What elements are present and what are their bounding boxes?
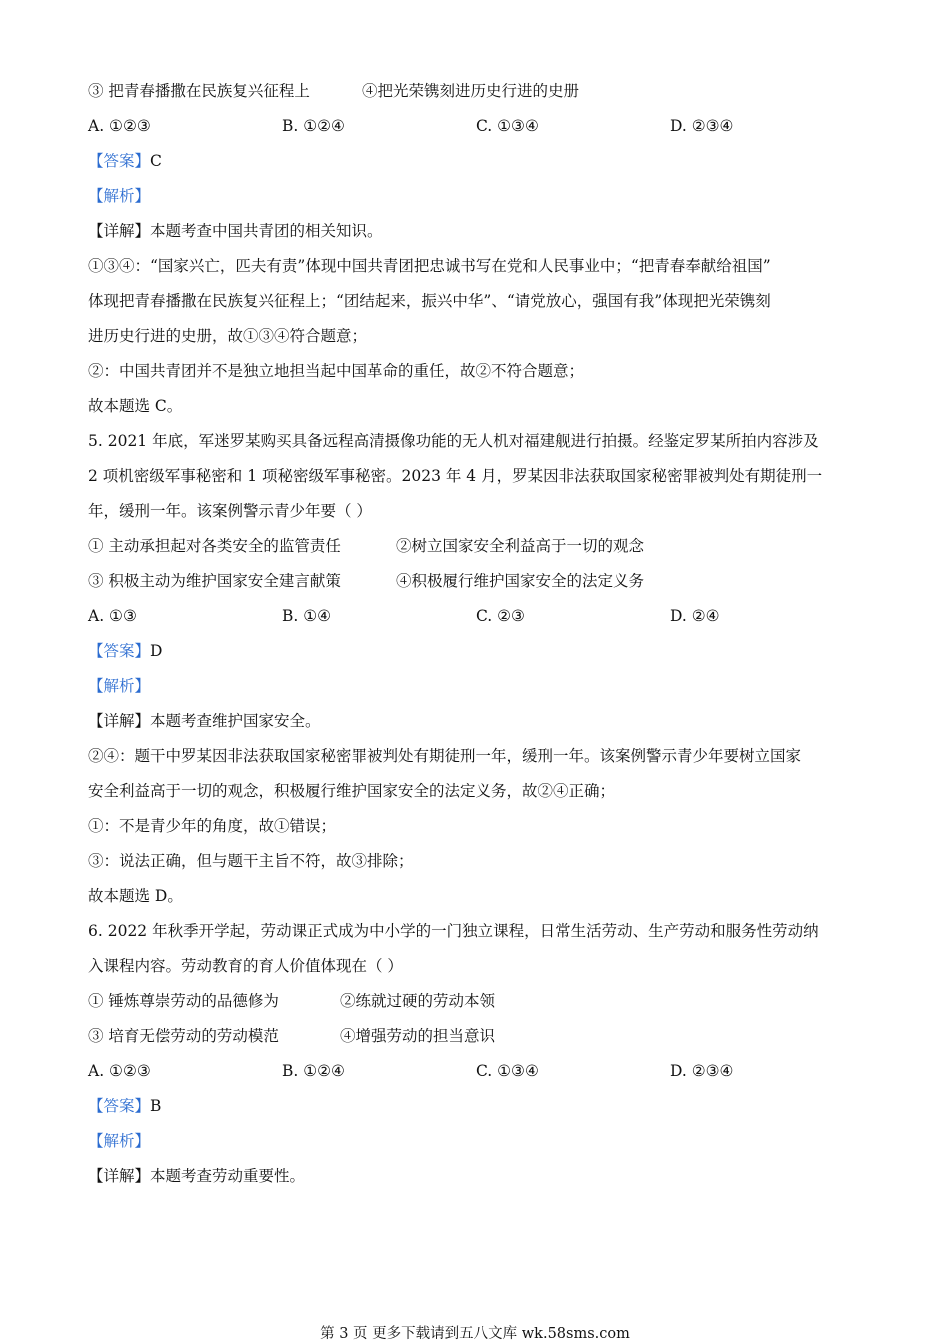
answer-value: B [150,1097,162,1115]
answer-tag: 【答案】 [88,1097,151,1115]
analysis-tag: 【解析】 [88,677,151,695]
analysis-tag: 【解析】 [88,1132,151,1150]
text-line: 进历史行进的史册，故①③④符合题意； [88,327,368,345]
option-a: A. ①②③ [88,117,151,135]
text-line: ①：不是青少年的角度，故①错误； [88,817,337,835]
page-footer: 第 3 页 更多下载请到五八文库 wk.58sms.com [320,1326,630,1342]
statement-1: ① 锤炼尊崇劳动的品德修为 [88,992,279,1010]
statement-row [88,984,868,1019]
statement-3: ③ 积极主动为维护国家安全建言献策 [88,572,341,590]
option-d: D. ②③④ [670,117,734,135]
options-row [88,599,868,634]
option-b: B. ①②④ [282,1062,345,1080]
options-row [88,109,868,144]
text-line: ②④：题干中罗某因非法获取国家秘密罪被判处有期徒刑一年，缓刑一年。该案例警示青少年要树立国家 [88,747,802,765]
question-5-line: 2 项机密级军事秘密和 1 项秘密级军事秘密。2023 年 4 月，罗某因非法获取国家秘密罪被判处有期徒刑一 [88,467,823,485]
answer-line [88,144,868,179]
text-line: ②：中国共青团并不是独立地担当起中国革命的重任，故②不符合题意； [88,362,585,380]
statement-row [88,529,868,564]
statement-1: ① 主动承担起对各类安全的监管责任 [88,537,341,555]
option-c: C. ②③ [476,607,525,625]
statement-3: ③ 培育无偿劳动的劳动模范 [88,1027,279,1045]
text-line: 故本题选 C。 [88,397,183,415]
statement-row [88,1019,868,1054]
option-d: D. ②③④ [670,1062,734,1080]
question-5-line: 年，缓刑一年。该案例警示青少年要（ ） [88,502,372,520]
statement-row [88,564,868,599]
statement-2: ②树立国家安全利益高于一切的观念 [396,537,645,555]
page-content [88,74,868,1194]
answer-line [88,1089,868,1124]
statement-4: ④积极履行维护国家安全的法定义务 [396,572,645,590]
analysis-line [88,669,868,704]
text-line: 安全利益高于一切的观念，积极履行维护国家安全的法定义务，故②④正确； [88,782,616,800]
analysis-tag: 【解析】 [88,187,151,205]
option-d: D. ②④ [670,607,720,625]
option-b: B. ①②④ [282,117,345,135]
answer-value: C [150,152,162,170]
text-line: 体现把青春播撒在民族复兴征程上；“团结起来，振兴中华”、“请党放心，强国有我”体现把光荣镌刻 [88,292,771,310]
statement-4: ④把光荣镌刻进历史行进的史册 [362,82,580,100]
option-c: C. ①③④ [476,117,539,135]
answer-value: D [150,642,163,660]
option-b: B. ①④ [282,607,332,625]
detail-line: 【详解】本题考查维护国家安全。 [88,712,321,730]
answer-line [88,634,868,669]
question-5-line: 5. 2021 年底，军迷罗某购买具备远程高清摄像功能的无人机对福建舰进行拍摄。经鉴定罗某所拍内容涉及 [88,432,819,450]
answer-tag: 【答案】 [88,152,151,170]
option-c: C. ①③④ [476,1062,539,1080]
text-line: 故本题选 D。 [88,887,183,905]
statement-3: ③ 把青春播撒在民族复兴征程上 [88,82,310,100]
option-a: A. ①②③ [88,1062,151,1080]
statement-4: ④增强劳动的担当意识 [340,1027,496,1045]
analysis-line [88,179,868,214]
text-line: ③：说法正确，但与题干主旨不符，故③排除； [88,852,414,870]
answer-tag: 【答案】 [88,642,151,660]
question-6-line: 入课程内容。劳动教育的育人价值体现在（ ） [88,957,403,975]
statement-2: ②练就过硬的劳动本领 [340,992,496,1010]
detail-line: 【详解】本题考查劳动重要性。 [88,1167,306,1185]
question-6-line: 6. 2022 年秋季开学起，劳动课正式成为中小学的一门独立课程，日常生活劳动、生产劳动和服务性劳动纳 [88,922,819,940]
options-row [88,1054,868,1089]
detail-line: 【详解】本题考查中国共青团的相关知识。 [88,222,383,240]
text-line: ①③④：“国家兴亡，匹夫有责”体现中国共青团把忠诚书写在党和人民事业中；“把青春奉献给祖国” [88,257,771,275]
option-a: A. ①③ [88,607,137,625]
statement-row [88,74,868,109]
analysis-line [88,1124,868,1159]
